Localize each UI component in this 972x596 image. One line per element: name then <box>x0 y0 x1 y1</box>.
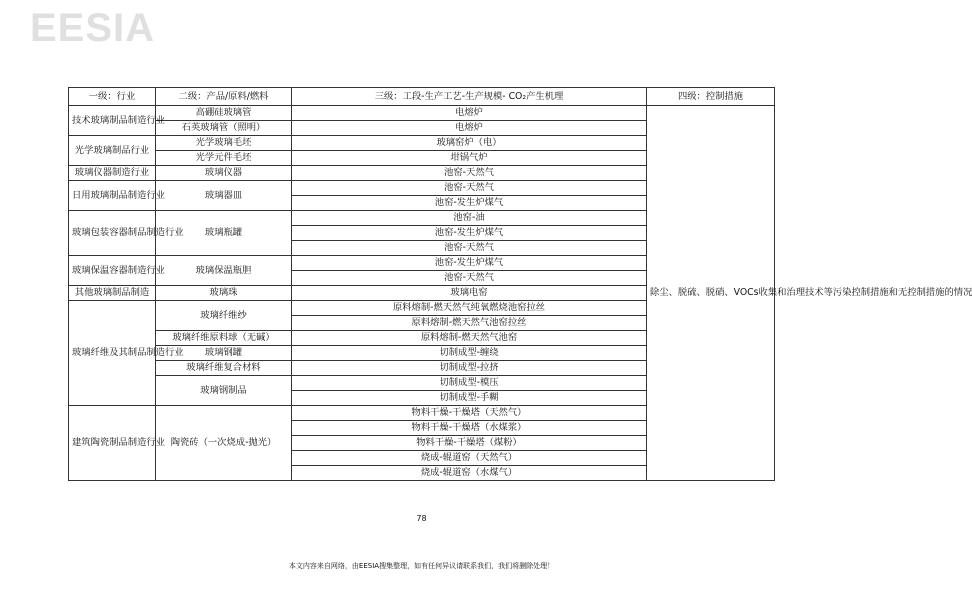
product-cell: 玻璃珠 <box>156 286 292 301</box>
control-measure-cell: 除尘、脱硫、脱硝、VOCs收集和治理技术等污染控制措施和无控制措施的情况 <box>647 106 775 481</box>
process-cell: 池窑-天然气 <box>292 271 647 286</box>
product-cell: 玻璃仪器 <box>156 166 292 181</box>
header-process: 三级：工段-生产工艺-生产规模- CO₂产生机理 <box>292 88 647 106</box>
header-product: 二级：产品/原料/燃料 <box>156 88 292 106</box>
industry-cell: 日用玻璃制品制造行业 <box>69 181 156 211</box>
process-cell: 物料干燥-干燥塔（天然气） <box>292 406 647 421</box>
process-cell: 物料干燥-干燥塔（煤粉） <box>292 436 647 451</box>
process-cell: 池窑-天然气 <box>292 166 647 181</box>
process-cell: 池窑-发生炉煤气 <box>292 196 647 211</box>
process-cell: 玻璃电窑 <box>292 286 647 301</box>
product-cell: 高硼硅玻璃管 <box>156 106 292 121</box>
industry-cell: 玻璃纤维及其制品制造行业 <box>69 301 156 406</box>
process-cell: 切制成型-拉挤 <box>292 361 647 376</box>
industry-cell: 玻璃仪器制造行业 <box>69 166 156 181</box>
process-cell: 池窑-油 <box>292 211 647 226</box>
product-cell: 光学元件毛坯 <box>156 151 292 166</box>
process-cell: 池窑-天然气 <box>292 241 647 256</box>
process-cell: 池窑-发生炉煤气 <box>292 226 647 241</box>
process-cell: 原料熔制-燃天然气纯氧燃烧池窑拉丝 <box>292 301 647 316</box>
table-row <box>69 106 775 121</box>
industry-cell: 技术玻璃制品制造行业 <box>69 106 156 136</box>
product-cell: 光学玻璃毛坯 <box>156 136 292 151</box>
classification-table <box>68 87 972 481</box>
process-cell: 池窑-天然气 <box>292 181 647 196</box>
header-industry: 一级：行业 <box>69 88 156 106</box>
process-cell: 坩锅气炉 <box>292 151 647 166</box>
product-cell: 玻璃纤维复合材料 <box>156 361 292 376</box>
product-cell: 陶瓷砖（一次烧成-抛光） <box>156 406 292 481</box>
product-cell: 玻璃钢罐 <box>156 346 292 361</box>
process-cell: 物料干燥-干燥塔（水煤浆） <box>292 421 647 436</box>
table-header-row <box>69 88 775 106</box>
product-cell: 石英玻璃管（照明） <box>156 121 292 136</box>
industry-cell: 玻璃保温容器制造行业 <box>69 256 156 286</box>
eesia-logo: EESIA <box>30 6 156 50</box>
footer-note: 本文内容来自网络，由EESIA搜集整理，如有任何异议请联系我们，我们将删除处理！ <box>288 562 555 570</box>
process-cell: 池窑-发生炉煤气 <box>292 256 647 271</box>
product-cell: 玻璃保温瓶胆 <box>156 256 292 286</box>
industry-cell: 其他玻璃制品制造 <box>69 286 156 301</box>
process-cell: 切制成型-手糊 <box>292 391 647 406</box>
industry-cell: 建筑陶瓷制品制造行业 <box>69 406 156 481</box>
product-cell: 玻璃钢制品 <box>156 376 292 406</box>
industry-cell: 光学玻璃制品行业 <box>69 136 156 166</box>
product-cell: 玻璃纤维原料球（无碱） <box>156 331 292 346</box>
process-cell: 玻璃窑炉（电） <box>292 136 647 151</box>
product-cell: 玻璃纤维纱 <box>156 301 292 331</box>
process-cell: 切制成型-模压 <box>292 376 647 391</box>
process-cell: 烧成-辊道窑（水煤气） <box>292 466 647 481</box>
page-number: 78 <box>416 514 427 523</box>
product-cell: 玻璃瓶罐 <box>156 211 292 256</box>
header-control: 四级：控制措施 <box>647 88 775 106</box>
process-cell: 切制成型-缠绕 <box>292 346 647 361</box>
industry-cell: 玻璃包装容器制品制造行业 <box>69 211 156 256</box>
process-cell: 原料熔制-燃天然气池窑 <box>292 331 647 346</box>
process-cell: 电熔炉 <box>292 121 647 136</box>
product-cell: 玻璃器皿 <box>156 181 292 211</box>
process-cell: 烧成-辊道窑（天然气） <box>292 451 647 466</box>
process-cell: 电熔炉 <box>292 106 647 121</box>
process-cell: 原料熔制-燃天然气池窑拉丝 <box>292 316 647 331</box>
